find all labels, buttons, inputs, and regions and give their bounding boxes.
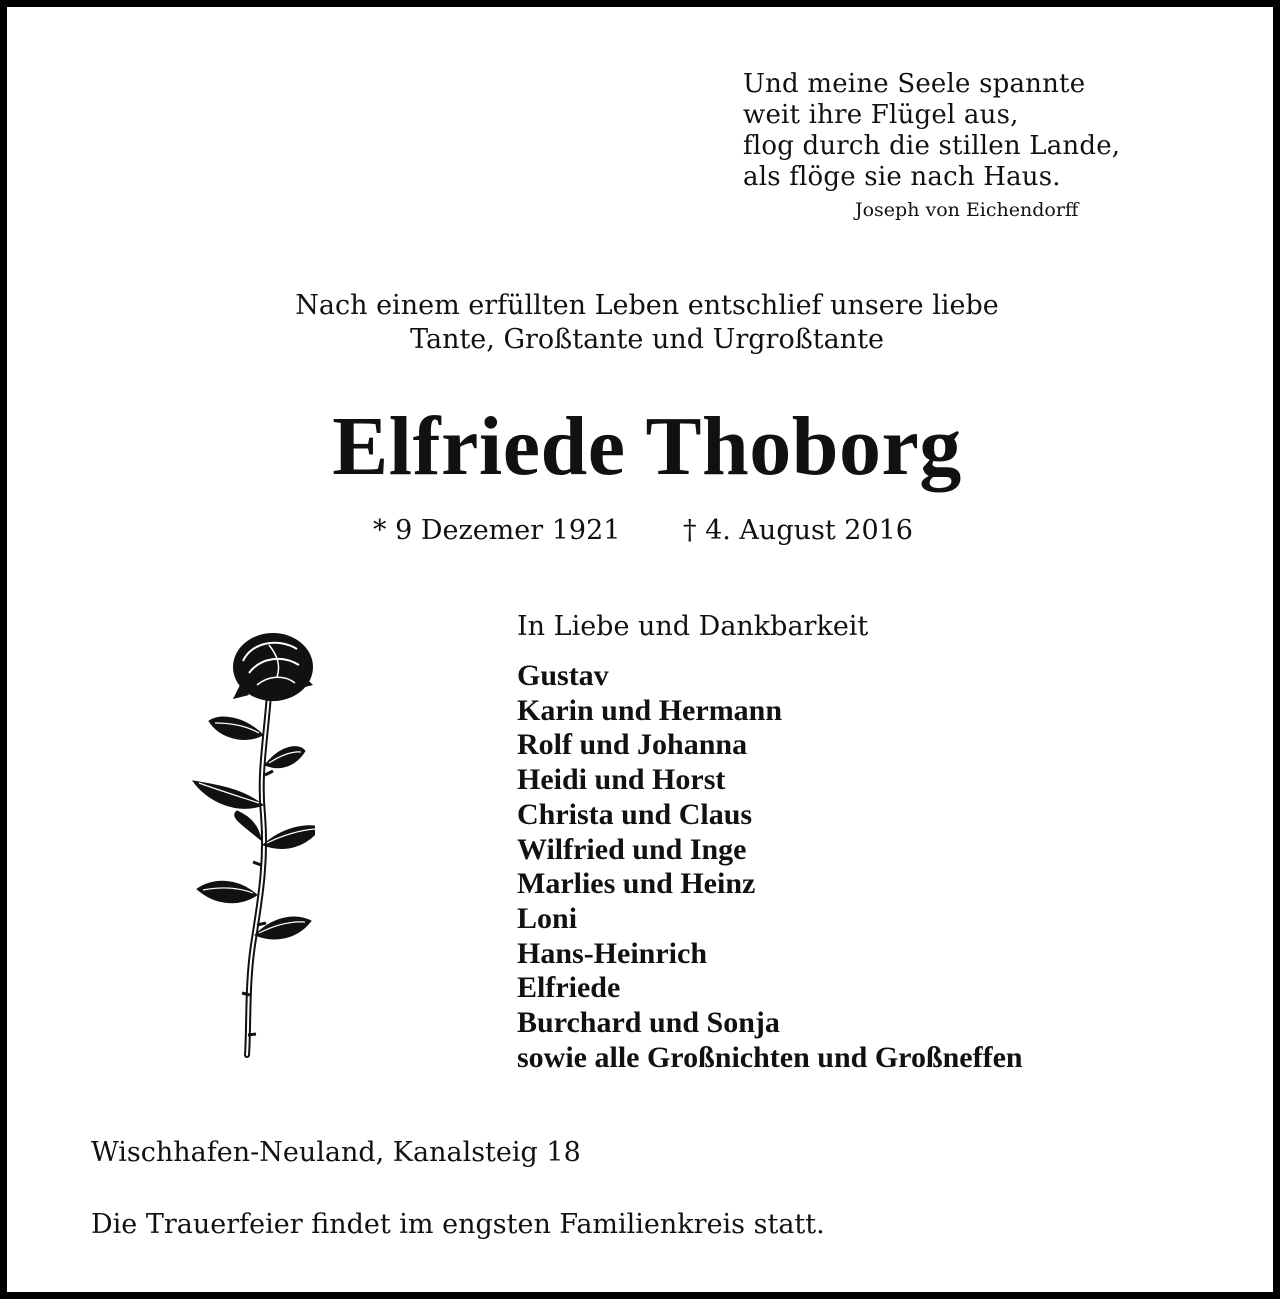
- mourner-name: Burchard und Sonja: [517, 1006, 780, 1040]
- mourner-name: Elfriede: [517, 971, 621, 1005]
- mourner-name: Loni: [517, 901, 578, 935]
- mourner-name: Wilfried und Inge: [517, 832, 747, 866]
- mourner-name: sowie alle Großnichten und Großneffen: [517, 1040, 1023, 1074]
- mourner-name: Gustav: [517, 659, 609, 692]
- mourner-name: Heidi und Horst: [517, 763, 726, 797]
- poem-line: Und meine Seele spannte: [743, 69, 1086, 99]
- gratitude-line: In Liebe und Dankbarkeit: [517, 611, 869, 642]
- mourners-list: [517, 659, 1023, 1075]
- mourner-name: Marlies und Heinz: [517, 867, 756, 901]
- mourner-name: Rolf und Johanna: [517, 728, 748, 762]
- rose-icon: [185, 625, 315, 1075]
- address: Wischhafen-Neuland, Kanalsteig 18: [91, 1137, 581, 1168]
- ceremony-note: Die Trauerfeier findet im engsten Familienkreis statt.: [91, 1209, 825, 1240]
- mourner-name: Christa und Claus: [517, 797, 753, 831]
- intro-line: Nach einem erfüllten Leben entschlief unsere liebe: [295, 290, 999, 321]
- poem-line: weit ihre Flügel aus,: [743, 100, 1019, 130]
- poem-line: flog durch die stillen Lande,: [743, 131, 1121, 161]
- deceased-name: Elfriede Thoborg: [332, 400, 962, 493]
- intro-text: [7, 289, 1280, 357]
- poem-line: als flöge sie nach Haus.: [743, 162, 1061, 192]
- poem-author: Joseph von Eichendorff: [855, 199, 1079, 221]
- birth-date: * 9 Dezemer 1921: [373, 515, 621, 546]
- death-date: † 4. August 2016: [683, 515, 913, 546]
- poem: [743, 69, 1163, 193]
- mourner-name: Hans-Heinrich: [517, 936, 708, 970]
- mourner-name: Karin und Hermann: [517, 693, 783, 727]
- intro-line: Tante, Großtante und Urgroßtante: [410, 324, 884, 355]
